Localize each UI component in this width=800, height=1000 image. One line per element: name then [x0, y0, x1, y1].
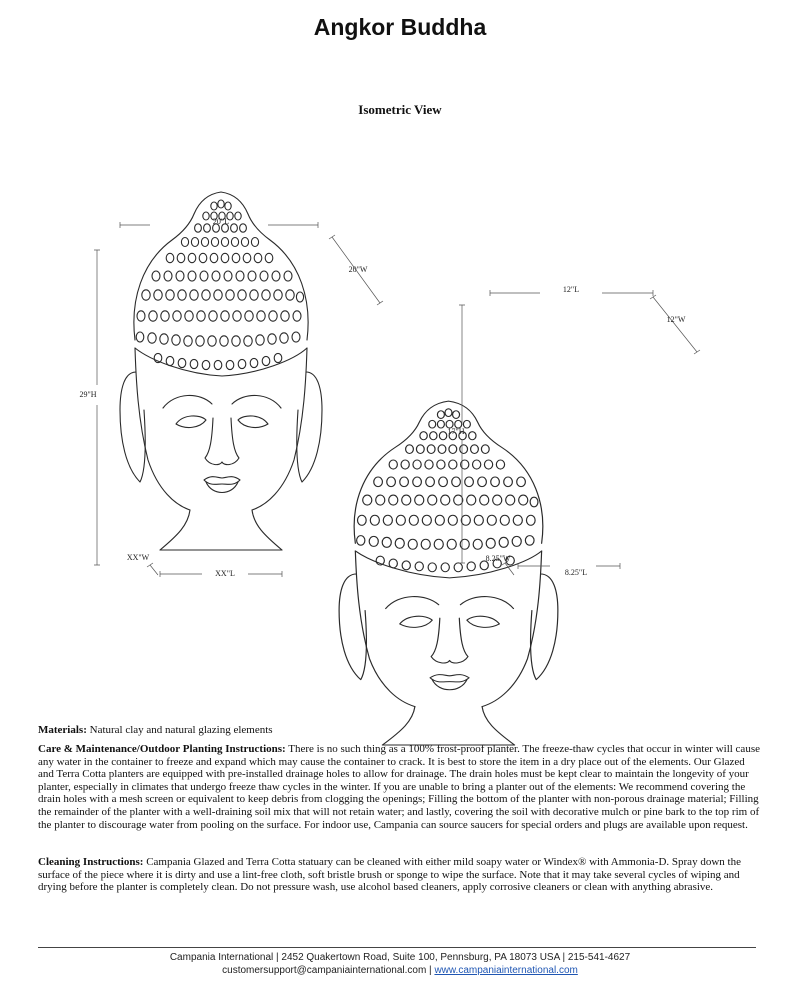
view-label: Isometric View	[358, 102, 442, 117]
large-width-bottom-label: XX"W	[126, 553, 150, 562]
small-width-top-label: 12"W	[666, 315, 686, 324]
large-length-top-label: 20"L	[212, 217, 230, 226]
small-length-bottom-label: 8.25"L	[564, 568, 588, 577]
care-label: Care & Maintenance/Outdoor Planting Instructions:	[38, 743, 286, 755]
footer-email: customersupport@campaniainternational.com	[222, 965, 427, 976]
footer-contact	[0, 965, 800, 976]
small-dimension-lines	[459, 290, 700, 575]
footer-divider	[38, 947, 756, 948]
small-buddha-head	[339, 401, 558, 745]
small-length-top-label: 12"L	[562, 285, 580, 294]
footer-separator: |	[426, 965, 435, 976]
care-text: There is no such thing as a 100% frost-proof planter. The freeze-thaw cycles that occur in winter will cause any water in the container to freeze and expand which may cause the container to crack. It is best to store the item in a dry place out of the elements. Our Glazed and Terra Cotta planters are equipped with pre-installed drainage holes to allow for drainage. The drain holes must be kept clear to maintain the longevity of your planter, especially in climates that undergo freeze thaw cycles in the winter. If you are unable to bring a planter out of the elements: We recommend covering the drain holes with a mesh screen or equivalent to keep debris from clogging the openings; Filling the bottom of the planter with non-porous drainage material; Filling the remainder of the planter with a well-draining soil mix that will not retain water; and lastly, covering the soil with decorative mulch or pine bark to the top rim of the planter to discourage water from pooling on the surface. For indoor use, Campania can source saucers for special orders and plugs are available upon request.	[38, 743, 760, 831]
footer-address: Campania International | 2452 Quakertown Road, Suite 100, Pennsburg, PA 18073 USA | 215-541-4627	[169, 952, 631, 963]
page-title: Angkor Buddha	[313, 14, 487, 40]
cleaning-text: Campania Glazed and Terra Cotta statuary can be cleaned with either mild soapy water or Windex® with Ammonia-D. Spray down the surface of the piece where it is dirty and use a lint-free cloth, soft bristle brush or sponge to wipe the surface. Note that it may take several cycles of wiping and drying before the planter is completely clean. Do not pressure wash, use alcohol based cleaners, apply corrosive cleaners or clean with anything abrasive.	[38, 856, 741, 894]
large-height-label: 29"H	[79, 390, 97, 399]
small-height-label: 17"H	[447, 427, 465, 436]
cleaning-paragraph	[38, 856, 762, 894]
materials-label: Materials:	[38, 724, 87, 736]
large-buddha-head	[120, 192, 322, 550]
small-width-bottom-label: 8.25"W	[485, 554, 511, 563]
large-length-bottom-label: XX"L	[215, 569, 235, 578]
large-width-top-label: 20"W	[348, 265, 368, 274]
materials-text: Natural clay and natural glazing elements	[86, 724, 273, 736]
care-paragraph	[38, 743, 762, 831]
materials-paragraph	[38, 724, 762, 737]
website-link[interactable]: www.campaniainternational.com	[434, 965, 578, 976]
cleaning-label: Cleaning Instructions:	[38, 856, 144, 868]
